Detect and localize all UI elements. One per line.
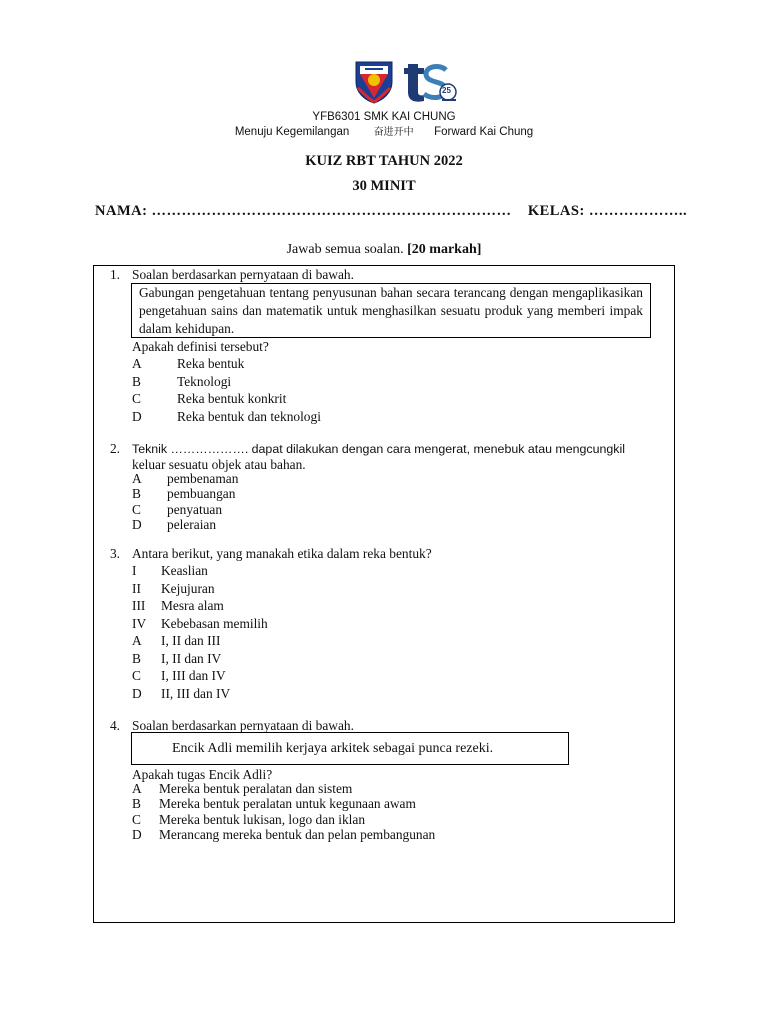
question-2-number: 2. <box>109 441 120 456</box>
class-label: KELAS: ……………….. <box>527 203 688 219</box>
school-logos <box>352 58 462 104</box>
instruction-text: Jawab semua soalan. <box>286 242 404 257</box>
option-a[interactable]: A Reka bentuk <box>132 356 245 371</box>
question-4-prompt: Apakah tugas Encik Adli? <box>132 767 273 782</box>
option-b[interactable]: B Mereka bentuk peralatan untuk kegunaan awam <box>132 796 416 812</box>
question-2-blank: ………………. <box>170 442 249 456</box>
anniversary-logo-icon <box>402 58 460 104</box>
option-c[interactable]: C Reka bentuk konkrit <box>132 391 287 406</box>
question-1-stem: Soalan berdasarkan pernyataan di bawah. <box>132 267 354 282</box>
question-2-stem-line2: keluar sesuatu objek atau bahan. <box>132 457 306 472</box>
statement-ii: II Kejujuran <box>132 580 215 596</box>
school-crest-icon <box>352 58 396 104</box>
school-code-line: YFB6301 SMK KAI CHUNG <box>312 111 456 123</box>
option-a[interactable]: A Mereka bentuk peralatan dan sistem <box>132 781 353 796</box>
question-1-number: 1. <box>109 267 120 282</box>
option-d[interactable]: D Reka bentuk dan teknologi <box>132 408 321 424</box>
instruction-line <box>0 242 768 258</box>
statement-iii: III Mesra alam <box>132 598 224 613</box>
quiz-title: KUIZ RBT TAHUN 2022 <box>305 153 463 169</box>
question-1-prompt: Apakah definisi tersebut? <box>132 339 269 354</box>
question-4-number: 4. <box>109 718 120 733</box>
question-4-statement-box: Encik Adli memilih kerjaya arkitek sebagai punca rezeki. <box>131 732 569 765</box>
instruction-marks: [20 markah] <box>407 242 482 257</box>
question-2-stem-word: Teknik <box>132 442 168 456</box>
option-c[interactable]: C Mereka bentuk lukisan, logo dan iklan <box>132 811 366 827</box>
option-b[interactable]: B pembuangan <box>132 486 236 502</box>
option-d[interactable]: D peleraian <box>132 516 217 532</box>
name-label: NAMA: ……………………………………………………………… <box>95 203 512 219</box>
option-a[interactable]: A I, II dan III <box>132 633 221 648</box>
question-3-statements <box>132 562 268 702</box>
motto-malay: Menuju Kegemilangan <box>234 126 350 138</box>
question-1-options <box>132 355 321 425</box>
option-d[interactable]: D II, III dan IV <box>132 685 231 701</box>
quiz-duration: 30 MINIT <box>352 178 416 194</box>
option-c[interactable]: C I, III dan IV <box>132 668 226 683</box>
question-1-statement-box: Gabungan pengetahuan tentang penyusunan bahan secara terancang dengan mengaplikasikan pengetahuan sains dan matematik untuk menghasilkan sesuatu produk yang memberi impak dalam kehidupan. <box>131 283 651 338</box>
option-c[interactable]: C penyatuan <box>132 501 223 517</box>
school-motto-line <box>0 123 768 138</box>
anniversary-badge-number: 25 <box>442 86 451 95</box>
question-3-number: 3. <box>109 546 120 561</box>
question-3-stem: Antara berikut, yang manakah etika dalam reka bentuk? <box>132 546 432 561</box>
name-field-line <box>95 203 687 220</box>
question-2-stem-rest: dapat dilakukan dengan cara mengerat, menebuk atau mengcungkil <box>251 442 625 456</box>
statement-iv: IV Kebebasan memilih <box>132 615 268 631</box>
option-a[interactable]: A pembenaman <box>132 471 239 486</box>
motto-english: Forward Kai Chung <box>434 126 534 138</box>
question-2-options <box>132 471 238 532</box>
question-4-stem: Soalan berdasarkan pernyataan di bawah. <box>132 718 354 733</box>
question-4-options <box>132 781 435 842</box>
option-b[interactable]: B Teknologi <box>132 373 232 389</box>
option-b[interactable]: B I, II dan IV <box>132 650 222 666</box>
statement-i: I Keaslian <box>132 563 208 578</box>
option-d[interactable]: D Merancang mereka bentuk dan pelan pembangunan <box>132 826 436 842</box>
motto-chinese: 奋进开中 <box>373 127 414 138</box>
